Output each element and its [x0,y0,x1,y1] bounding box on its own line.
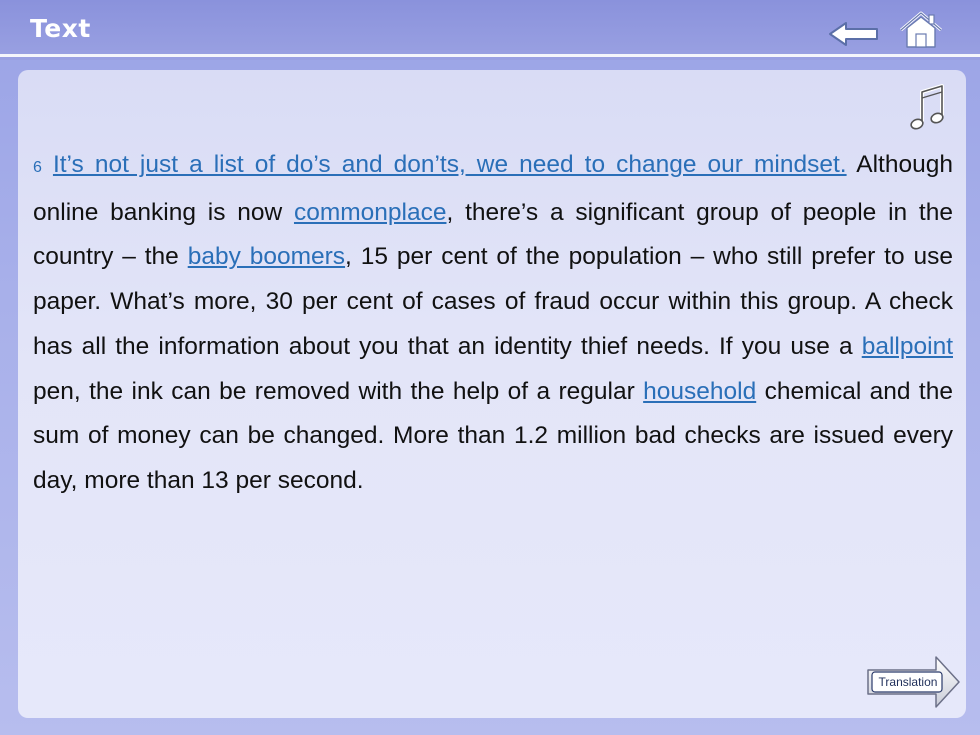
passage-title-link[interactable]: It’s not just a list of do’s and don’ts, we need to change our mindset. [52,151,847,178]
body-segment: , there’s a significant group of people in the country – the [33,198,953,271]
vocab-link-ballpoint[interactable]: ballpoint [861,332,953,360]
home-icon [898,10,944,50]
back-arrow-icon [828,20,880,48]
header-divider [0,54,980,57]
music-note-button[interactable] [908,82,948,134]
body-segment: pen, the ink can be removed with the help of a regular [33,377,644,405]
vocab-link-baby-boomers[interactable]: baby boomers [187,243,346,271]
translation-button[interactable] [866,654,962,710]
passage-text [33,143,953,504]
passage-paragraph [33,143,953,504]
vocab-link-household[interactable]: household [643,377,757,405]
body-segment: Although online banking is now [33,151,953,226]
translation-label: Translation [878,675,938,689]
home-button[interactable] [898,10,944,50]
page-title: Text [30,14,91,43]
header-bar [0,0,980,60]
back-button[interactable] [828,20,880,48]
body-segment: , 15 per cent of the population – who still prefer to use paper. What’s more, 30 per cent of cases of fraud occur within this group. A check has all the information about you that an identity thief needs. If you use a [33,243,953,360]
vocab-link-commonplace[interactable]: commonplace [293,198,447,226]
music-note-icon [908,82,948,134]
paragraph-number: 6 [33,159,42,176]
body-segment: chemical and the sum of money can be changed. More than 1.2 million bad checks are issued every day, more than 13 per second. [33,377,953,494]
